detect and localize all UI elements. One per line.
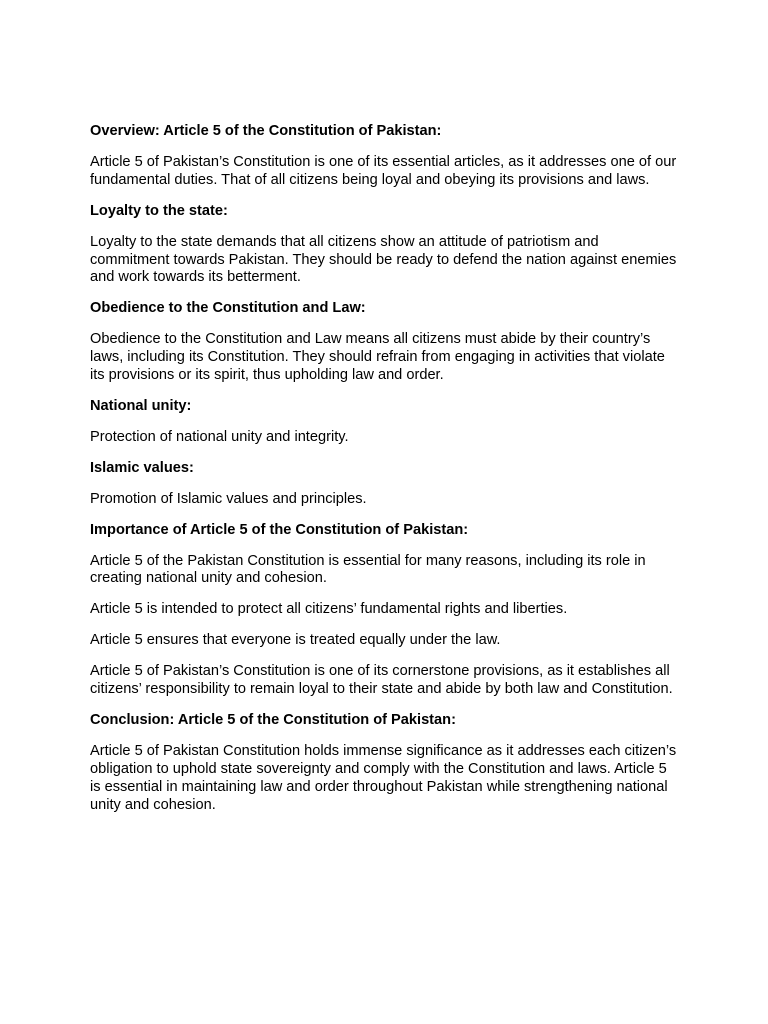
paragraph-islamic-values: Promotion of Islamic values and principles. — [90, 490, 367, 507]
paragraph-importance-equality: Article 5 ensures that everyone is treated equally under the law. — [90, 632, 501, 649]
paragraph-importance-rights: Article 5 is intended to protect all citizens’ fundamental rights and liberties. — [90, 601, 568, 618]
section-heading-loyalty: Loyalty to the state: — [90, 202, 228, 219]
paragraph-loyalty: Loyalty to the state demands that all citizens show an attitude of patriotism and commitment towards Pakistan. They should be ready to defend the nation against enemies and work towards its betterment. — [90, 233, 677, 286]
paragraph-overview: Article 5 of Pakistan’s Constitution is one of its essential articles, as it addresses one of our fundamental duties. That of all citizens being loyal and obeying its provisions and laws. — [90, 153, 677, 188]
document-page — [90, 123, 680, 827]
paragraph-importance-reasons: Article 5 of the Pakistan Constitution is essential for many reasons, including its role in creating national unity and cohesion. — [90, 552, 646, 587]
section-heading-overview: Overview: Article 5 of the Constitution of Pakistan: — [90, 123, 442, 139]
section-heading-national-unity: National unity: — [90, 397, 192, 414]
paragraph-national-unity: Protection of national unity and integrity. — [90, 428, 349, 445]
paragraph-conclusion: Article 5 of Pakistan Constitution holds immense significance as it addresses each citizen’s obligation to uphold state sovereignty and comply with the Constitution and laws. Article 5 is essential in maintaining law and order throughout Pakistan while strengthening national unity and cohesion. — [90, 742, 677, 813]
paragraph-importance-cornerstone: Article 5 of Pakistan’s Constitution is one of its cornerstone provisions, as it establishes all citizens’ responsibility to remain loyal to their state and abide by both law and Constitution. — [90, 663, 673, 698]
section-heading-importance: Importance of Article 5 of the Constitution of Pakistan: — [90, 521, 469, 538]
section-heading-conclusion: Conclusion: Article 5 of the Constitution of Pakistan: — [90, 711, 456, 728]
section-heading-islamic-values: Islamic values: — [90, 459, 194, 476]
paragraph-obedience: Obedience to the Constitution and Law means all citizens must abide by their country’s laws, including its Constitution. They should refrain from engaging in activities that violate its provisions or its spirit, thus upholding law and order. — [90, 331, 665, 384]
section-heading-obedience: Obedience to the Constitution and Law: — [90, 300, 366, 317]
